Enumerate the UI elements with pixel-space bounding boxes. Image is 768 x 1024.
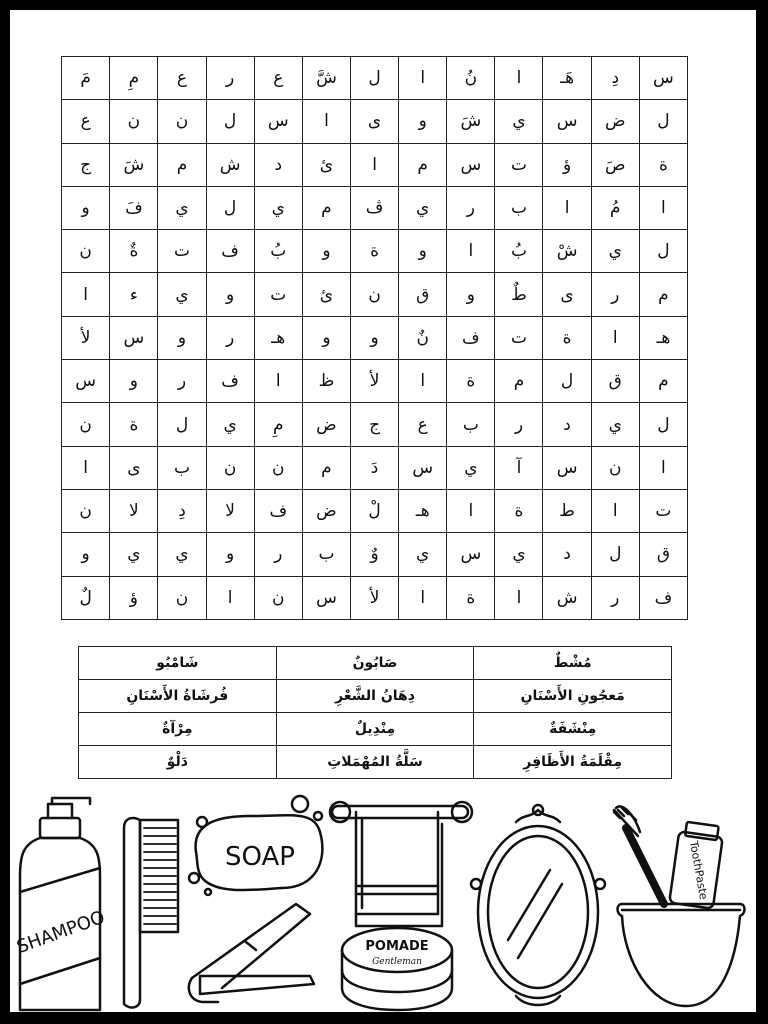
pomade-sublabel: Gentleman (372, 957, 422, 967)
grid-cell[interactable]: ن (158, 100, 206, 143)
grid-cell[interactable]: و (302, 316, 350, 359)
grid-cell[interactable]: ا (591, 489, 639, 532)
grid-cell[interactable]: ا (62, 273, 110, 316)
grid-cell[interactable]: د (254, 143, 302, 186)
grid-cell[interactable]: د (543, 403, 591, 446)
grid-cell[interactable]: ر (591, 576, 639, 619)
grid-cell[interactable]: لٌ (62, 576, 110, 619)
word-item: مِقْلَمَةُ الأَظَافِرِ (474, 746, 672, 779)
grid-cell[interactable]: ي (399, 533, 447, 576)
grid-cell[interactable]: ف (206, 360, 254, 403)
grid-cell[interactable]: ن (351, 273, 399, 316)
grid-cell[interactable]: ا (62, 446, 110, 489)
grid-cell[interactable]: ي (495, 100, 543, 143)
grid-cell[interactable]: و (447, 273, 495, 316)
word-list (78, 646, 672, 779)
worksheet-page (10, 10, 756, 1012)
soap-label: SOAP (225, 842, 295, 872)
grid-cell[interactable]: ا (351, 143, 399, 186)
grid-cell[interactable]: ن (591, 446, 639, 489)
grid-cell[interactable]: س (399, 446, 447, 489)
grid-cell[interactable]: و (206, 273, 254, 316)
grid-cell[interactable]: لا (110, 489, 158, 532)
grid-cell[interactable]: دِ (158, 489, 206, 532)
pomade-label: POMADE (365, 939, 429, 954)
grid-cell[interactable]: ت (158, 230, 206, 273)
grid-cell[interactable]: ش (543, 576, 591, 619)
grid-row (62, 316, 688, 359)
grid-cell[interactable]: لا (206, 489, 254, 532)
toothbrush-cup-icon (614, 806, 745, 1006)
grid-cell[interactable]: ي (591, 403, 639, 446)
grid-cell[interactable]: صَ (591, 143, 639, 186)
grid-cell[interactable]: ن (110, 100, 158, 143)
grid-row (62, 489, 688, 532)
grid-cell[interactable]: ا (399, 360, 447, 403)
grid-cell[interactable]: ئ (302, 143, 350, 186)
grid-cell[interactable]: هـ (639, 316, 687, 359)
grid-row (62, 360, 688, 403)
grid-cell[interactable]: ل (639, 230, 687, 273)
grid-cell[interactable]: ا (495, 57, 543, 100)
grid-cell[interactable]: س (447, 143, 495, 186)
grid-cell[interactable]: ئ (302, 273, 350, 316)
grid-cell[interactable]: و (206, 533, 254, 576)
grid-cell[interactable]: ت (495, 316, 543, 359)
grid-cell[interactable]: ر (447, 186, 495, 229)
grid-cell[interactable]: ظ (302, 360, 350, 403)
word-item: دِهَانُ الشَّعْرِ (276, 680, 474, 713)
grid-cell[interactable]: ي (254, 186, 302, 229)
grid-cell[interactable]: م (399, 143, 447, 186)
grid-cell[interactable]: و (62, 186, 110, 229)
bathroom-items-illustrations (10, 780, 756, 1012)
word-item: مِرْآةٌ (79, 713, 277, 746)
word-item: مِنْدِيلٌ (276, 713, 474, 746)
grid-cell[interactable]: ف (254, 489, 302, 532)
grid-cell[interactable]: ة (447, 360, 495, 403)
grid-cell[interactable]: ا (591, 316, 639, 359)
grid-cell[interactable]: ن (254, 446, 302, 489)
grid-cell[interactable]: دَ (351, 446, 399, 489)
grid-row (62, 143, 688, 186)
grid-cell[interactable]: ض (302, 403, 350, 446)
shampoo-label: SHAMPOO (14, 906, 108, 958)
grid-row (62, 100, 688, 143)
grid-cell[interactable]: ل (206, 100, 254, 143)
grid-cell[interactable]: ض (591, 100, 639, 143)
grid-cell[interactable]: م (639, 360, 687, 403)
grid-row (62, 57, 688, 100)
grid-cell[interactable]: ة (543, 316, 591, 359)
grid-cell[interactable]: ق (591, 360, 639, 403)
word-list-row (79, 713, 672, 746)
grid-cell[interactable]: ي (110, 533, 158, 576)
grid-cell[interactable]: ب (158, 446, 206, 489)
grid-cell[interactable]: ي (158, 533, 206, 576)
grid-row (62, 230, 688, 273)
grid-cell[interactable]: ض (302, 489, 350, 532)
grid-cell[interactable]: ن (62, 230, 110, 273)
grid-cell[interactable]: ف (206, 230, 254, 273)
grid-cell[interactable]: ل (158, 403, 206, 446)
grid-cell[interactable]: م (158, 143, 206, 186)
grid-cell[interactable]: و (62, 533, 110, 576)
grid-cell[interactable]: و (399, 100, 447, 143)
grid-cell[interactable]: ر (495, 403, 543, 446)
nail-clipper-icon (189, 904, 314, 1002)
grid-cell[interactable]: ش (206, 143, 254, 186)
grid-cell[interactable]: و (351, 316, 399, 359)
grid-cell[interactable]: ع (158, 57, 206, 100)
grid-cell[interactable]: نُ (447, 57, 495, 100)
grid-cell[interactable]: ي (447, 446, 495, 489)
grid-row (62, 186, 688, 229)
grid-cell[interactable]: ة (447, 576, 495, 619)
grid-cell[interactable]: ت (639, 489, 687, 532)
word-item: سَلَّةُ المُهْمَلاتِ (276, 746, 474, 779)
grid-cell[interactable]: مَ (62, 57, 110, 100)
grid-cell[interactable]: وٌ (351, 533, 399, 576)
grid-cell[interactable]: دِ (591, 57, 639, 100)
grid-cell[interactable]: ن (254, 576, 302, 619)
grid-row (62, 576, 688, 619)
grid-cell[interactable]: شَ (447, 100, 495, 143)
grid-cell[interactable]: ج (351, 403, 399, 446)
grid-cell[interactable]: لأ (351, 360, 399, 403)
grid-cell[interactable]: طٌ (495, 273, 543, 316)
grid-cell[interactable]: و (302, 230, 350, 273)
grid-cell[interactable]: ط (543, 489, 591, 532)
grid-cell[interactable]: س (639, 57, 687, 100)
grid-cell[interactable]: ل (639, 403, 687, 446)
comb-icon (124, 818, 178, 1007)
grid-cell[interactable]: ب (302, 533, 350, 576)
grid-cell[interactable]: مُ (591, 186, 639, 229)
grid-cell[interactable]: ف (639, 576, 687, 619)
word-item: مُشْطٌ (474, 647, 672, 680)
grid-cell[interactable]: ؤ (543, 143, 591, 186)
grid-cell[interactable]: هـ (399, 489, 447, 532)
grid-cell[interactable]: ر (206, 316, 254, 359)
word-item: صَابُونٌ (276, 647, 474, 680)
grid-cell[interactable]: و (158, 316, 206, 359)
grid-cell[interactable]: ي (206, 403, 254, 446)
grid-cell[interactable]: د (543, 533, 591, 576)
grid-cell[interactable]: ةٌ (110, 230, 158, 273)
grid-row (62, 273, 688, 316)
grid-cell[interactable]: م (495, 360, 543, 403)
grid-cell[interactable]: ا (447, 489, 495, 532)
grid-cell[interactable]: ر (158, 360, 206, 403)
towel-icon (330, 802, 472, 926)
grid-cell[interactable]: ب (447, 403, 495, 446)
grid-cell[interactable]: ا (302, 100, 350, 143)
grid-cell[interactable]: ء (110, 273, 158, 316)
grid-cell[interactable]: ة (351, 230, 399, 273)
grid-cell[interactable]: س (302, 576, 350, 619)
grid-cell[interactable]: ع (254, 57, 302, 100)
grid-cell[interactable]: س (543, 100, 591, 143)
grid-cell[interactable]: ل (351, 57, 399, 100)
grid-cell[interactable]: بُ (254, 230, 302, 273)
grid-cell[interactable]: م (302, 446, 350, 489)
grid-cell[interactable]: س (62, 360, 110, 403)
word-item: مَعجُونِ الأَسْنَانِ (474, 680, 672, 713)
grid-cell[interactable]: ة (639, 143, 687, 186)
word-list-row (79, 746, 672, 779)
grid-cell[interactable]: ق (639, 533, 687, 576)
grid-cell[interactable]: هَـ (543, 57, 591, 100)
grid-cell[interactable]: ؤ (110, 576, 158, 619)
grid-cell[interactable]: ا (639, 446, 687, 489)
grid-cell[interactable]: و (399, 230, 447, 273)
grid-cell[interactable]: ي (399, 186, 447, 229)
grid-cell[interactable]: ن (62, 489, 110, 532)
grid-cell[interactable]: ع (399, 403, 447, 446)
grid-cell[interactable]: هـ (254, 316, 302, 359)
grid-cell[interactable]: س (110, 316, 158, 359)
grid-cell[interactable]: و (110, 360, 158, 403)
grid-cell[interactable]: ر (206, 57, 254, 100)
grid-row (62, 403, 688, 446)
grid-cell[interactable]: ق (399, 273, 447, 316)
grid-cell[interactable]: شَّ (302, 57, 350, 100)
word-list-row (79, 680, 672, 713)
grid-cell[interactable]: مِ (110, 57, 158, 100)
grid-cell[interactable]: ڤ (351, 186, 399, 229)
word-item: دَلْوٌ (79, 746, 277, 779)
grid-cell[interactable]: فَ (110, 186, 158, 229)
grid-cell[interactable]: س (254, 100, 302, 143)
grid-cell[interactable]: س (447, 533, 495, 576)
grid-cell[interactable]: ي (158, 186, 206, 229)
grid-cell[interactable]: ع (62, 100, 110, 143)
word-item: فُرشَاةُ الأَسْنَانِ (79, 680, 277, 713)
grid-cell[interactable]: ن (158, 576, 206, 619)
word-item: شَامْبُو (79, 647, 277, 680)
grid-cell[interactable]: ا (206, 576, 254, 619)
shampoo-bottle-icon (14, 798, 108, 1010)
grid-cell[interactable]: ج (62, 143, 110, 186)
grid-cell[interactable]: شْ (543, 230, 591, 273)
grid-cell[interactable]: مِ (254, 403, 302, 446)
grid-cell[interactable]: م (302, 186, 350, 229)
grid-cell[interactable]: شَ (110, 143, 158, 186)
toothpaste-label: ToothPaste (686, 839, 711, 901)
grid-cell[interactable]: ف (447, 316, 495, 359)
grid-cell[interactable]: ا (543, 186, 591, 229)
grid-cell[interactable]: ا (639, 186, 687, 229)
grid-row (62, 446, 688, 489)
grid-cell[interactable]: نٌ (399, 316, 447, 359)
grid-cell[interactable]: ل (543, 360, 591, 403)
grid-row (62, 533, 688, 576)
soap-bar-icon (189, 796, 322, 895)
grid-cell[interactable]: لأ (62, 316, 110, 359)
grid-cell[interactable]: ا (495, 576, 543, 619)
grid-cell[interactable]: ت (254, 273, 302, 316)
grid-cell[interactable]: ي (495, 533, 543, 576)
grid-cell[interactable]: ل (206, 186, 254, 229)
grid-cell[interactable]: ل (591, 533, 639, 576)
grid-cell[interactable]: ن (62, 403, 110, 446)
grid-cell[interactable]: ي (591, 230, 639, 273)
grid-cell[interactable]: ر (591, 273, 639, 316)
grid-cell[interactable]: ي (158, 273, 206, 316)
word-item: مِنْشَفَةٌ (474, 713, 672, 746)
grid-cell[interactable]: ا (254, 360, 302, 403)
pomade-tin-icon (342, 928, 452, 1010)
grid-cell[interactable]: ا (447, 230, 495, 273)
grid-cell[interactable]: ا (399, 57, 447, 100)
grid-cell[interactable]: ة (495, 489, 543, 532)
grid-cell[interactable]: لْ (351, 489, 399, 532)
grid-cell[interactable]: ت (495, 143, 543, 186)
grid-cell[interactable]: ى (110, 446, 158, 489)
grid-cell[interactable]: ى (351, 100, 399, 143)
grid-cell[interactable]: ى (543, 273, 591, 316)
grid-cell[interactable]: بُ (495, 230, 543, 273)
grid-cell[interactable]: ن (206, 446, 254, 489)
word-list-row (79, 647, 672, 680)
grid-cell[interactable]: ا (399, 576, 447, 619)
grid-cell[interactable]: ل (639, 100, 687, 143)
grid-cell[interactable]: لأ (351, 576, 399, 619)
grid-cell[interactable]: آ (495, 446, 543, 489)
word-search-grid (61, 56, 688, 620)
grid-cell[interactable]: ب (495, 186, 543, 229)
grid-cell[interactable]: س (543, 446, 591, 489)
grid-cell[interactable]: ة (110, 403, 158, 446)
grid-cell[interactable]: ر (254, 533, 302, 576)
mirror-icon (471, 805, 605, 1005)
grid-cell[interactable]: م (639, 273, 687, 316)
